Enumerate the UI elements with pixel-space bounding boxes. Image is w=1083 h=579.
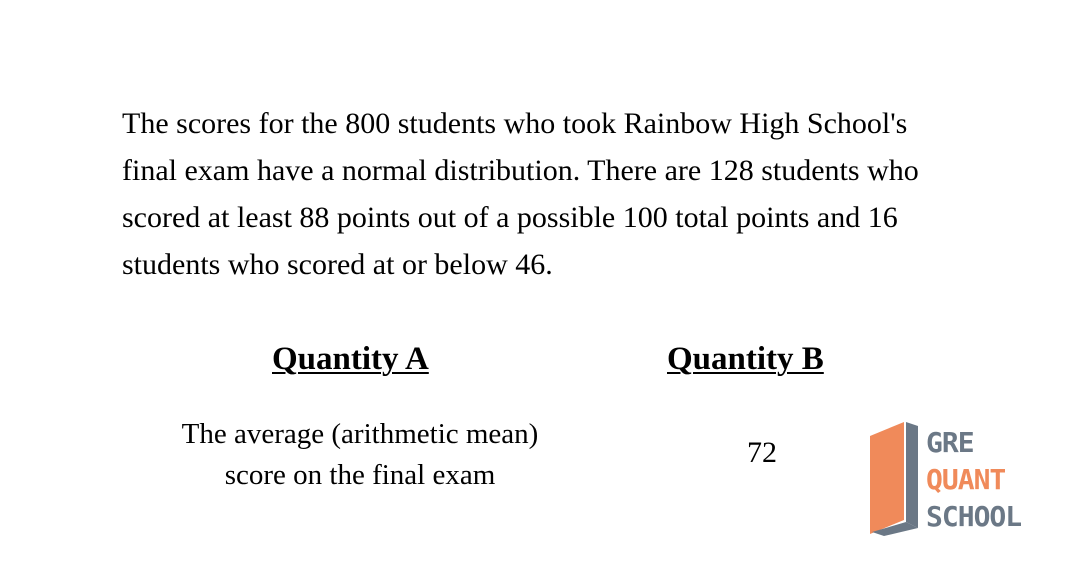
quantity-a-header: Quantity A bbox=[272, 341, 429, 377]
quantity-b-value: 72 bbox=[747, 436, 777, 469]
question-stem-line: students who scored at or below 46. bbox=[122, 248, 553, 281]
question-stem bbox=[122, 100, 1002, 288]
gre-quant-school-logo bbox=[868, 420, 1048, 540]
open-book-icon bbox=[868, 420, 920, 536]
logo-text-gre: GRE bbox=[926, 426, 974, 459]
quantity-b-header: Quantity B bbox=[667, 341, 824, 377]
quantity-a-value-line: score on the final exam bbox=[224, 459, 496, 491]
question-stem-line: final exam have a normal distribution. There are 128 students who bbox=[122, 154, 919, 187]
logo-text-quant: QUANT bbox=[926, 463, 1006, 496]
question-stem-line: The scores for the 800 students who took Rainbow High School's bbox=[122, 107, 908, 140]
logo-wordmark bbox=[926, 424, 1021, 535]
question-stem-line: scored at least 88 points out of a possible 100 total points and 16 bbox=[122, 201, 898, 234]
quantity-a-value bbox=[140, 414, 580, 496]
logo-text-school: SCHOOL bbox=[926, 500, 1022, 533]
quantity-a-value-line: The average (arithmetic mean) bbox=[181, 418, 539, 450]
